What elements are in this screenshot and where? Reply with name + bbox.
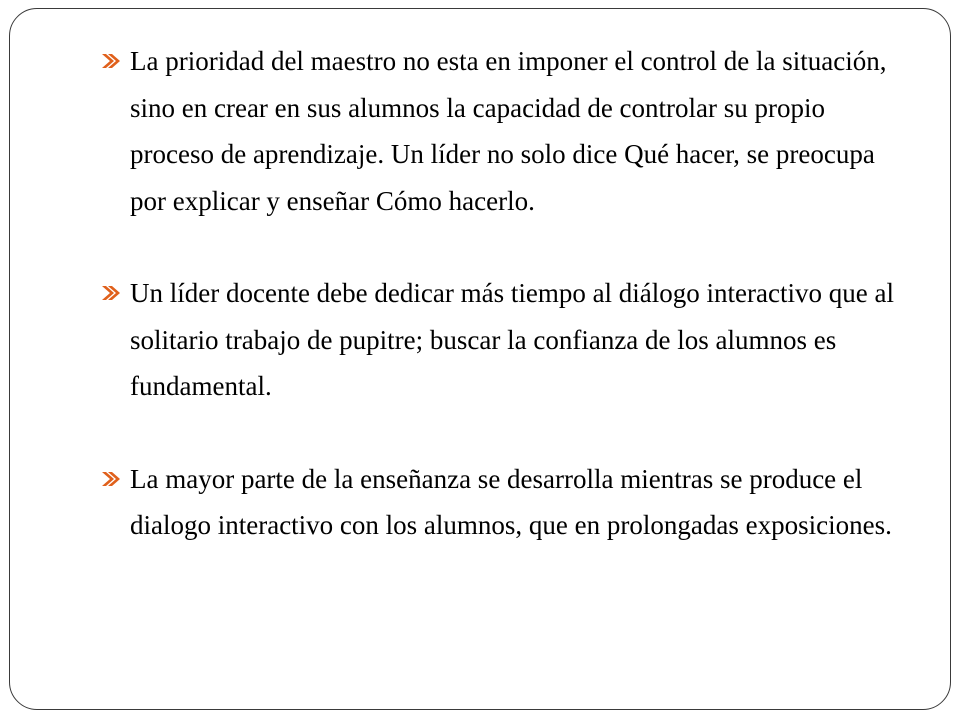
- bullet-text: La prioridad del maestro no esta en imponer el control de la situación, sino en crear en sus alumnos la capacidad de controlar su propio proceso de aprendizaje. Un líder no solo dice Qué hacer, se preocupa por explicar y enseñar Cómo hacerlo.: [130, 46, 887, 216]
- arrow-right-icon: [100, 51, 122, 71]
- bullet-item-2: [100, 270, 900, 410]
- arrow-right-icon: [100, 469, 122, 489]
- bullet-item-3: [100, 456, 900, 549]
- bullet-text: La mayor parte de la enseñanza se desarrolla mientras se produce el dialogo interactivo con los alumnos, que en prolongadas exposiciones.: [130, 463, 892, 540]
- bullet-item-1: [100, 38, 900, 224]
- bullet-text: Un líder docente debe dedicar más tiempo al diálogo interactivo que al solitario trabajo de pupitre; buscar la confianza de los alumnos es fundamental.: [130, 278, 894, 401]
- bullet-list: [100, 38, 900, 549]
- arrow-right-icon: [100, 283, 122, 303]
